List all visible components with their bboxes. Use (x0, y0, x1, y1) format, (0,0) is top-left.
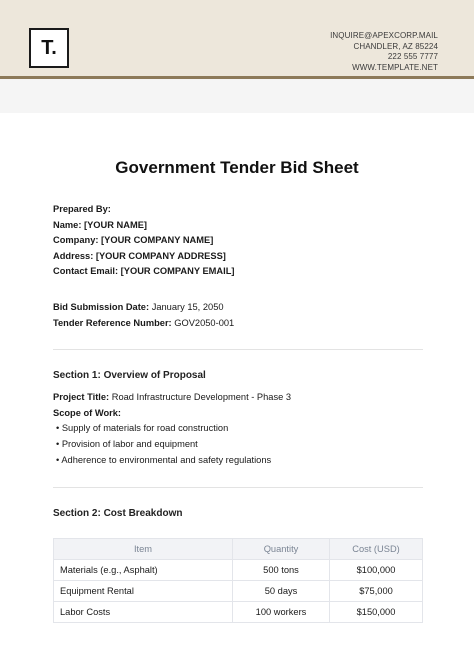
contact-phone: 222 555 7777 (387, 52, 438, 61)
company-logo (29, 28, 69, 68)
cost-breakdown-table (53, 538, 423, 623)
section-divider (53, 349, 423, 350)
contact-block (330, 31, 438, 73)
company-line: Company: [YOUR COMPANY NAME] (53, 235, 214, 245)
project-title-row (53, 391, 291, 403)
bid-date-label: Bid Submission Date: (53, 302, 150, 312)
cell-item: Labor Costs (54, 602, 233, 623)
list-item: • Supply of materials for road construction (56, 423, 229, 433)
cell-item: Materials (e.g., Asphalt) (54, 560, 233, 581)
header-subband (0, 79, 474, 113)
column-header-cost: Cost (USD) (330, 539, 423, 560)
table-row (54, 602, 423, 623)
contact-address: CHANDLER, AZ 85224 (353, 41, 438, 51)
cell-cost: $75,000 (330, 581, 423, 602)
name-line: Name: [YOUR NAME] (53, 220, 148, 230)
document-title: Government Tender Bid Sheet (115, 158, 359, 177)
contact-website: WWW.TEMPLATE.NET (352, 62, 438, 72)
tender-ref-value: GOV2050-001 (174, 318, 235, 328)
scope-label: Scope of Work: (53, 408, 122, 418)
cell-cost: $100,000 (330, 560, 423, 581)
project-title-label: Project Title: (53, 392, 110, 402)
contact-email: INQUIRE@APEXCORP.MAIL (330, 31, 438, 40)
list-item: • Provision of labor and equipment (56, 439, 198, 449)
column-header-item: Item (54, 539, 233, 560)
cell-quantity: 100 workers (233, 602, 330, 623)
table-header-row (54, 539, 423, 560)
list-item: • Adherence to environmental and safety regulations (56, 455, 272, 465)
project-title-value: Road Infrastructure Development - Phase 3 (111, 392, 292, 402)
cell-item: Equipment Rental (54, 581, 233, 602)
column-header-quantity: Quantity (233, 539, 330, 560)
cell-cost: $150,000 (330, 602, 423, 623)
header-band (0, 0, 474, 79)
prepared-by-label: Prepared By: (53, 204, 111, 214)
cell-quantity: 50 days (233, 581, 330, 602)
section2-heading: Section 2: Cost Breakdown (53, 508, 183, 519)
tender-ref-row (53, 317, 234, 329)
address-line: Address: [YOUR COMPANY ADDRESS] (53, 251, 226, 261)
tender-ref-label: Tender Reference Number: (53, 318, 172, 328)
bid-date-row (53, 301, 224, 313)
cell-quantity: 500 tons (233, 560, 330, 581)
table-row (54, 560, 423, 581)
email-line: Contact Email: [YOUR COMPANY EMAIL] (53, 266, 235, 276)
section1-heading: Section 1: Overview of Proposal (53, 370, 206, 381)
logo-text: T. (41, 36, 57, 59)
section-divider (53, 487, 423, 488)
bid-date-value: January 15, 2050 (151, 302, 224, 312)
table-row (54, 581, 423, 602)
